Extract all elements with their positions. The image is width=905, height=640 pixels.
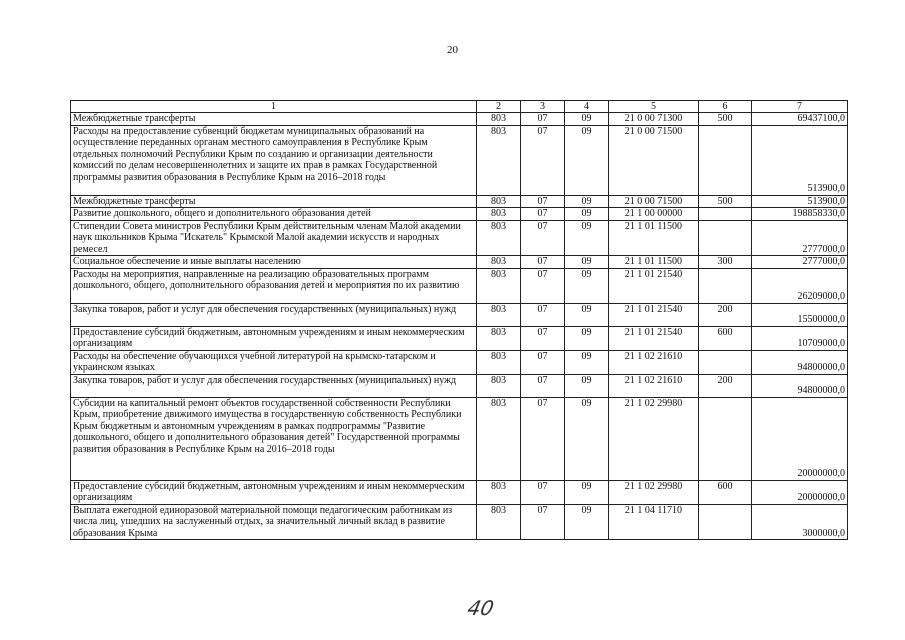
table-row <box>71 195 848 208</box>
row-code-cell: 803 <box>477 268 521 303</box>
row-code-cell: 803 <box>477 303 521 326</box>
row-amount-cell: 513900,0 <box>752 195 848 208</box>
row-type-cell: 300 <box>699 256 752 269</box>
table-row <box>71 220 848 256</box>
row-section-cell: 07 <box>521 256 565 269</box>
table-row <box>71 504 848 540</box>
row-subsection-cell: 09 <box>565 220 609 256</box>
row-name-cell: Субсидии на капитальный ремонт объектов государственной собственности Республики Крым, приобретение движимого имущества в государственную собственность Республики Крым бюджетным и автономным учреждениям в рамках подпрограммы "Развитие дошкольного, общего и дополнительного образования детей" Государственной программы развития образования в Республике Крым на 2016–2018 годы <box>71 397 477 480</box>
row-type-cell: 600 <box>699 480 752 504</box>
row-amount-cell: 2777000,0 <box>752 256 848 269</box>
row-name-cell: Закупка товаров, работ и услуг для обеспечения государственных (муниципальных) нужд <box>71 374 477 397</box>
row-section-cell: 07 <box>521 195 565 208</box>
row-target-cell: 21 1 01 21540 <box>609 303 699 326</box>
row-subsection-cell: 09 <box>565 350 609 374</box>
row-type-cell <box>699 268 752 303</box>
row-subsection-cell: 09 <box>565 268 609 303</box>
table-row <box>71 303 848 326</box>
row-target-cell: 21 1 01 11500 <box>609 256 699 269</box>
table-row <box>71 326 848 350</box>
row-amount-cell: 3000000,0 <box>752 504 848 540</box>
row-name-cell: Расходы на мероприятия, направленные на реализацию образовательных программ дошкольного, общего, дополнительного образования детей и мероприятия по их развитию <box>71 268 477 303</box>
table-row <box>71 350 848 374</box>
row-amount-cell: 94800000,0 <box>752 374 848 397</box>
row-type-cell: 600 <box>699 326 752 350</box>
row-code-cell: 803 <box>477 256 521 269</box>
row-target-cell: 21 1 01 21540 <box>609 268 699 303</box>
row-target-cell: 21 1 00 00000 <box>609 208 699 221</box>
row-type-cell <box>699 125 752 195</box>
row-name-cell: Межбюджетные трансферты <box>71 195 477 208</box>
row-name-cell: Закупка товаров, работ и услуг для обеспечения государственных (муниципальных) нужд <box>71 303 477 326</box>
budget-table <box>70 100 848 540</box>
row-name-cell: Стипендии Совета министров Республики Крым действительным членам Малой академии наук школьников Крыма "Искатель" Крымской Малой академии искусств и народных ремесел <box>71 220 477 256</box>
row-target-cell: 21 1 02 21610 <box>609 350 699 374</box>
row-amount-cell: 2777000,0 <box>752 220 848 256</box>
row-section-cell: 07 <box>521 480 565 504</box>
row-subsection-cell: 09 <box>565 195 609 208</box>
row-amount-cell: 10709000,0 <box>752 326 848 350</box>
table-row <box>71 256 848 269</box>
table-row <box>71 208 848 221</box>
table-row <box>71 125 848 195</box>
row-target-cell: 21 1 04 11710 <box>609 504 699 540</box>
header-cell: 4 <box>565 101 609 113</box>
row-name-cell: Предоставление субсидий бюджетным, автономным учреждениям и иным некоммерческим организациям <box>71 480 477 504</box>
row-type-cell <box>699 208 752 221</box>
row-subsection-cell: 09 <box>565 374 609 397</box>
row-amount-cell: 20000000,0 <box>752 397 848 480</box>
row-subsection-cell: 09 <box>565 125 609 195</box>
row-section-cell: 07 <box>521 350 565 374</box>
table-row <box>71 268 848 303</box>
row-target-cell: 21 1 01 11500 <box>609 220 699 256</box>
row-section-cell: 07 <box>521 125 565 195</box>
row-target-cell: 21 0 00 71500 <box>609 125 699 195</box>
header-cell: 1 <box>71 101 477 113</box>
row-type-cell <box>699 220 752 256</box>
header-cell: 3 <box>521 101 565 113</box>
row-type-cell: 200 <box>699 374 752 397</box>
table-row <box>71 113 848 126</box>
row-subsection-cell: 09 <box>565 326 609 350</box>
row-subsection-cell: 09 <box>565 208 609 221</box>
row-code-cell: 803 <box>477 350 521 374</box>
row-amount-cell: 69437100,0 <box>752 113 848 126</box>
row-name-cell: Расходы на предоставление субвенций бюджетам муниципальных образований на осуществление переданных органам местного самоуправления в Республике Крым отдельных полномочий Республики Крым по созданию и организации деятельности комиссий по делам несовершеннолетних и защите их прав в рамках Государственной программы развития образования в Республике Крым на 2016–2018 годы <box>71 125 477 195</box>
row-code-cell: 803 <box>477 374 521 397</box>
header-cell: 2 <box>477 101 521 113</box>
row-type-cell <box>699 350 752 374</box>
row-section-cell: 07 <box>521 303 565 326</box>
row-type-cell: 500 <box>699 195 752 208</box>
row-target-cell: 21 1 02 21610 <box>609 374 699 397</box>
row-section-cell: 07 <box>521 208 565 221</box>
table-row <box>71 374 848 397</box>
row-section-cell: 07 <box>521 374 565 397</box>
row-code-cell: 803 <box>477 220 521 256</box>
table-header-row <box>71 101 848 113</box>
row-code-cell: 803 <box>477 397 521 480</box>
row-code-cell: 803 <box>477 208 521 221</box>
row-target-cell: 21 0 00 71300 <box>609 113 699 126</box>
row-name-cell: Межбюджетные трансферты <box>71 113 477 126</box>
row-code-cell: 803 <box>477 113 521 126</box>
header-cell: 5 <box>609 101 699 113</box>
row-name-cell: Выплата ежегодной единоразовой материальной помощи педагогическим работникам из числа лиц, ушедших на заслуженный отдых, за значительный личный вклад в развитие образования Крыма <box>71 504 477 540</box>
handwritten-page-mark: 40 <box>465 596 497 620</box>
row-type-cell: 500 <box>699 113 752 126</box>
page-number: 20 <box>447 44 458 56</box>
row-code-cell: 803 <box>477 480 521 504</box>
row-target-cell: 21 1 02 29980 <box>609 397 699 480</box>
row-section-cell: 07 <box>521 326 565 350</box>
row-target-cell: 21 1 02 29980 <box>609 480 699 504</box>
row-subsection-cell: 09 <box>565 480 609 504</box>
row-subsection-cell: 09 <box>565 256 609 269</box>
row-name-cell: Развитие дошкольного, общего и дополнительного образования детей <box>71 208 477 221</box>
row-section-cell: 07 <box>521 113 565 126</box>
row-code-cell: 803 <box>477 125 521 195</box>
row-code-cell: 803 <box>477 195 521 208</box>
table-row <box>71 480 848 504</box>
row-name-cell: Социальное обеспечение и иные выплаты населению <box>71 256 477 269</box>
row-section-cell: 07 <box>521 268 565 303</box>
header-cell: 6 <box>699 101 752 113</box>
row-subsection-cell: 09 <box>565 303 609 326</box>
row-amount-cell: 20000000,0 <box>752 480 848 504</box>
row-code-cell: 803 <box>477 504 521 540</box>
row-subsection-cell: 09 <box>565 397 609 480</box>
row-section-cell: 07 <box>521 504 565 540</box>
row-section-cell: 07 <box>521 397 565 480</box>
row-subsection-cell: 09 <box>565 504 609 540</box>
row-type-cell <box>699 504 752 540</box>
row-type-cell: 200 <box>699 303 752 326</box>
row-amount-cell: 15500000,0 <box>752 303 848 326</box>
table-row <box>71 397 848 480</box>
row-amount-cell: 513900,0 <box>752 125 848 195</box>
header-cell: 7 <box>752 101 848 113</box>
row-name-cell: Предоставление субсидий бюджетным, автономным учреждениям и иным некоммерческим организациям <box>71 326 477 350</box>
row-amount-cell: 94800000,0 <box>752 350 848 374</box>
row-type-cell <box>699 397 752 480</box>
row-subsection-cell: 09 <box>565 113 609 126</box>
row-target-cell: 21 1 01 21540 <box>609 326 699 350</box>
row-section-cell: 07 <box>521 220 565 256</box>
row-amount-cell: 26209000,0 <box>752 268 848 303</box>
row-amount-cell: 198858330,0 <box>752 208 848 221</box>
row-target-cell: 21 0 00 71500 <box>609 195 699 208</box>
row-name-cell: Расходы на обеспечение обучающихся учебной литературой на крымско-татарском и украинском языках <box>71 350 477 374</box>
row-code-cell: 803 <box>477 326 521 350</box>
